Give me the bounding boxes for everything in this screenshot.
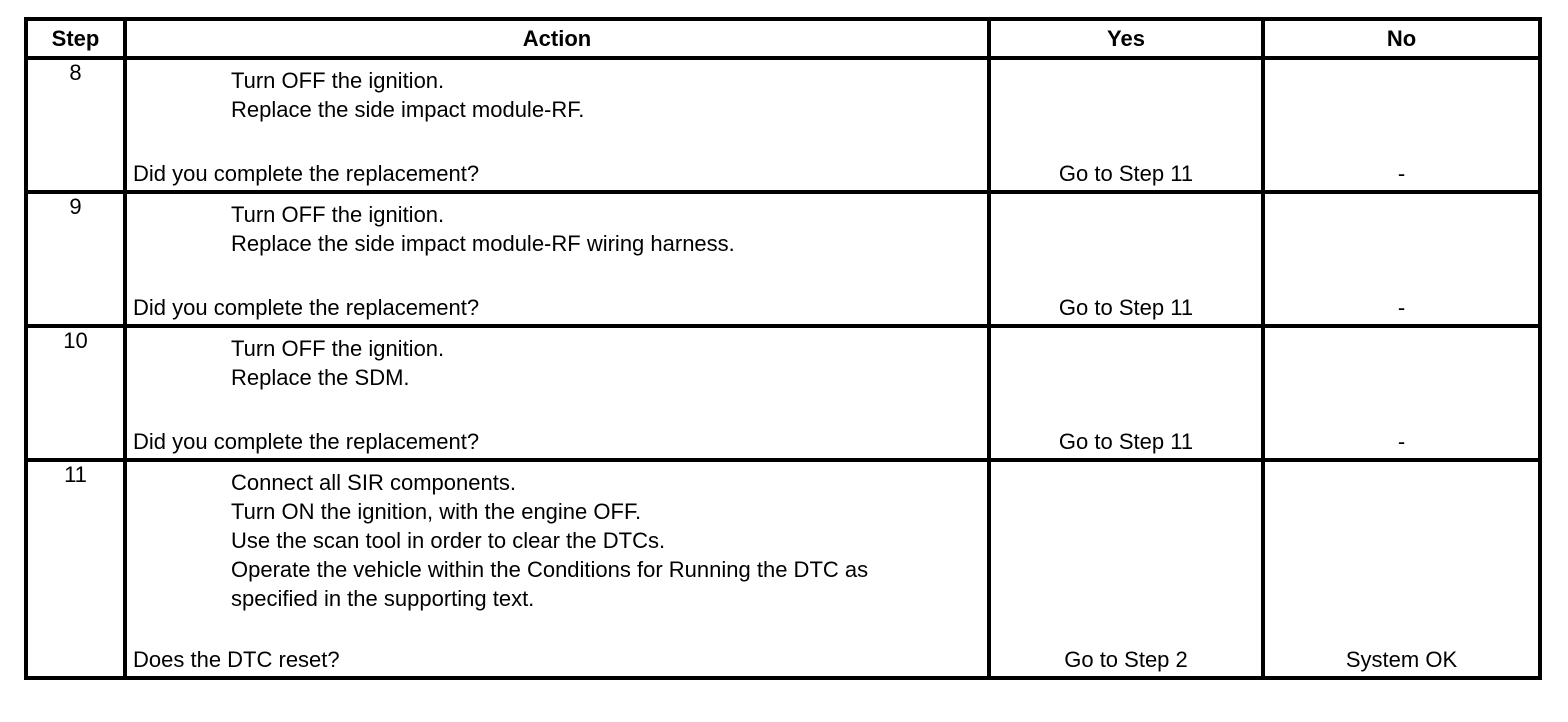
instruction-item: Turn OFF the ignition. <box>231 202 445 227</box>
table-row <box>26 460 1540 678</box>
instruction-item: Replace the side impact module-RF. <box>231 97 585 122</box>
no-result: - <box>1397 161 1406 186</box>
instruction-list <box>127 194 987 258</box>
table-row <box>26 58 1540 192</box>
instruction-item: Turn OFF the ignition. <box>231 68 445 93</box>
action-cell <box>125 192 989 326</box>
step-number: 8 <box>26 58 125 192</box>
header-step: Step <box>26 19 125 58</box>
yes-cell <box>989 58 1263 192</box>
header-yes: Yes <box>989 19 1263 58</box>
instruction-list <box>127 462 987 613</box>
action-cell <box>125 326 989 460</box>
instruction-item: Connect all SIR components. <box>231 470 516 495</box>
yes-cell <box>989 326 1263 460</box>
question-text: Does the DTC reset? <box>133 647 340 672</box>
yes-cell <box>989 192 1263 326</box>
yes-result: Go to Step 11 <box>1058 161 1194 186</box>
instruction-item: specified in the supporting text. <box>231 586 535 611</box>
step-number: 10 <box>26 326 125 460</box>
no-cell <box>1263 326 1540 460</box>
yes-result: Go to Step 11 <box>1058 429 1194 454</box>
no-result: System OK <box>1345 647 1458 672</box>
action-cell <box>125 58 989 192</box>
diagnostic-procedure-table <box>24 17 1542 680</box>
no-cell <box>1263 192 1540 326</box>
no-cell <box>1263 460 1540 678</box>
instruction-list <box>127 328 987 392</box>
instruction-item: Use the scan tool in order to clear the DTCs. <box>231 528 666 553</box>
instruction-item: Replace the side impact module-RF wiring harness. <box>231 231 735 256</box>
instruction-item: Operate the vehicle within the Conditions for Running the DTC as <box>231 557 869 582</box>
table-row <box>26 192 1540 326</box>
step-number: 9 <box>26 192 125 326</box>
header-action: Action <box>125 19 989 58</box>
step-number: 11 <box>26 460 125 678</box>
question-text: Did you complete the replacement? <box>133 429 480 454</box>
yes-result: Go to Step 11 <box>1058 295 1194 320</box>
instruction-item: Turn OFF the ignition. <box>231 336 445 361</box>
question-text: Did you complete the replacement? <box>133 295 480 320</box>
question-text: Did you complete the replacement? <box>133 161 480 186</box>
no-result: - <box>1397 295 1406 320</box>
no-result: - <box>1397 429 1406 454</box>
action-cell <box>125 460 989 678</box>
yes-cell <box>989 460 1263 678</box>
header-no: No <box>1263 19 1540 58</box>
yes-result: Go to Step 2 <box>1064 647 1188 672</box>
table-row <box>26 326 1540 460</box>
header-row <box>26 19 1540 58</box>
instruction-item: Turn ON the ignition, with the engine OFF. <box>231 499 642 524</box>
instruction-item: Replace the SDM. <box>231 365 410 390</box>
no-cell <box>1263 58 1540 192</box>
instruction-list <box>127 60 987 124</box>
